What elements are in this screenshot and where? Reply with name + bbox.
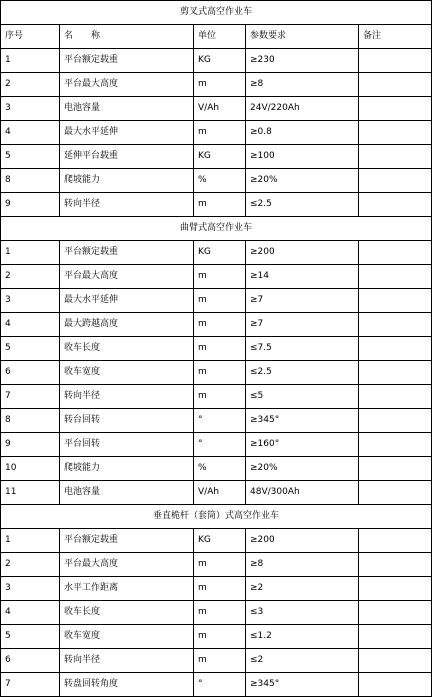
table-row [1,481,432,505]
row-note [359,649,432,673]
row-name: 平台回转 [60,433,194,457]
row-param: 48V/300Ah [246,481,359,505]
row-param: ≤5 [246,385,359,409]
row-param: ≤2.5 [246,361,359,385]
row-note [359,193,432,217]
row-name: 最大水平延伸 [60,121,194,145]
row-unit: V/Ah [194,97,246,121]
row-param: ≥100 [246,145,359,169]
table-row [1,409,432,433]
table-row [1,385,432,409]
table-row [1,97,432,121]
row-note [359,313,432,337]
table-row [1,169,432,193]
row-no: 5 [1,145,60,169]
header-note: 备注 [359,25,432,49]
row-note [359,49,432,73]
row-name: 最大水平延伸 [60,289,194,313]
section-title: 剪叉式高空作业车 [1,1,432,25]
row-name: 收车宽度 [60,361,194,385]
table-row [1,601,432,625]
row-unit: m [194,553,246,577]
row-name: 电池容量 [60,481,194,505]
row-note [359,457,432,481]
row-param: ≤1.2 [246,625,359,649]
row-no: 4 [1,313,60,337]
row-param: ≥345° [246,409,359,433]
row-name: 平台最大高度 [60,73,194,97]
row-param: ≤7.5 [246,337,359,361]
row-no: 10 [1,457,60,481]
table-row [1,337,432,361]
row-no: 8 [1,169,60,193]
row-no: 2 [1,73,60,97]
table-row [1,673,432,697]
row-name: 收车长度 [60,337,194,361]
row-unit: KG [194,241,246,265]
row-note [359,265,432,289]
row-unit: KG [194,49,246,73]
row-note [359,289,432,313]
row-no: 11 [1,481,60,505]
row-name: 爬坡能力 [60,457,194,481]
row-unit: m [194,337,246,361]
header-no: 序号 [1,25,60,49]
row-unit: % [194,457,246,481]
section-title: 曲臂式高空作业车 [1,217,432,241]
row-param: ≥8 [246,73,359,97]
row-note [359,145,432,169]
row-name: 水平工作距离 [60,577,194,601]
section-title-row [1,217,432,241]
row-name: 转向半径 [60,193,194,217]
column-header-row [1,25,432,49]
table-row [1,625,432,649]
row-note [359,241,432,265]
row-param: ≥230 [246,49,359,73]
row-param: ≥0.8 [246,121,359,145]
row-no: 3 [1,289,60,313]
row-name: 转台回转 [60,409,194,433]
row-unit: m [194,313,246,337]
row-unit: ° [194,433,246,457]
row-no: 9 [1,193,60,217]
table-row [1,529,432,553]
row-no: 6 [1,649,60,673]
row-note [359,433,432,457]
row-param: ≤3 [246,601,359,625]
row-name: 最大跨越高度 [60,313,194,337]
row-name: 平台最大高度 [60,553,194,577]
row-param: ≥200 [246,241,359,265]
row-no: 7 [1,385,60,409]
table-row [1,457,432,481]
table-row [1,121,432,145]
row-param: ≥200 [246,529,359,553]
row-unit: m [194,601,246,625]
row-note [359,553,432,577]
row-note [359,601,432,625]
spec-table-body [1,1,432,697]
row-unit: m [194,121,246,145]
table-row [1,289,432,313]
row-unit: m [194,625,246,649]
row-name: 电池容量 [60,97,194,121]
row-name: 爬坡能力 [60,169,194,193]
row-unit: V/Ah [194,481,246,505]
row-param: ≥20% [246,169,359,193]
row-param: ≤2 [246,649,359,673]
table-row [1,649,432,673]
row-no: 9 [1,433,60,457]
row-no: 3 [1,97,60,121]
table-row [1,361,432,385]
table-row [1,193,432,217]
row-no: 2 [1,265,60,289]
table-row [1,433,432,457]
row-param: ≥2 [246,577,359,601]
row-name: 收车宽度 [60,625,194,649]
row-param: ≥8 [246,553,359,577]
row-note [359,577,432,601]
row-no: 3 [1,577,60,601]
header-param: 参数要求 [246,25,359,49]
row-name: 平台额定载重 [60,529,194,553]
row-no: 1 [1,241,60,265]
table-row [1,577,432,601]
row-no: 6 [1,361,60,385]
row-param: ≥7 [246,289,359,313]
row-unit: % [194,169,246,193]
row-note [359,121,432,145]
row-unit: m [194,73,246,97]
row-note [359,481,432,505]
table-row [1,553,432,577]
table-row [1,145,432,169]
row-no: 1 [1,49,60,73]
row-no: 5 [1,337,60,361]
row-note [359,73,432,97]
table-row [1,241,432,265]
row-unit: m [194,385,246,409]
row-unit: ° [194,673,246,697]
row-note [359,337,432,361]
header-unit: 单位 [194,25,246,49]
row-no: 7 [1,673,60,697]
section-title: 垂直桅杆（套筒）式高空作业车 [1,505,432,529]
row-param: ≤2.5 [246,193,359,217]
section-title-row [1,1,432,25]
table-row [1,73,432,97]
row-no: 4 [1,601,60,625]
row-name: 延伸平台载重 [60,145,194,169]
row-no: 2 [1,553,60,577]
row-note [359,673,432,697]
table-row [1,49,432,73]
row-unit: m [194,361,246,385]
row-unit: KG [194,529,246,553]
row-note [359,385,432,409]
table-row [1,313,432,337]
row-param: ≥160° [246,433,359,457]
row-unit: m [194,577,246,601]
row-name: 收车长度 [60,601,194,625]
row-param: ≥345° [246,673,359,697]
row-no: 5 [1,625,60,649]
row-param: ≥7 [246,313,359,337]
row-unit: ° [194,409,246,433]
row-unit: m [194,289,246,313]
row-note [359,625,432,649]
row-no: 4 [1,121,60,145]
row-name: 平台额定载重 [60,241,194,265]
row-unit: KG [194,145,246,169]
row-unit: m [194,649,246,673]
row-param: ≥20% [246,457,359,481]
row-unit: m [194,265,246,289]
table-row [1,265,432,289]
row-no: 1 [1,529,60,553]
row-param: 24V/220Ah [246,97,359,121]
row-name: 平台最大高度 [60,265,194,289]
row-no: 8 [1,409,60,433]
row-unit: m [194,193,246,217]
row-note [359,409,432,433]
row-name: 转向半径 [60,385,194,409]
row-name: 转向半径 [60,649,194,673]
row-note [359,529,432,553]
row-note [359,169,432,193]
row-note [359,97,432,121]
row-name: 转盘回转角度 [60,673,194,697]
row-name: 平台额定载重 [60,49,194,73]
header-name: 名 称 [60,25,194,49]
section-title-row [1,505,432,529]
row-param: ≥14 [246,265,359,289]
row-note [359,361,432,385]
